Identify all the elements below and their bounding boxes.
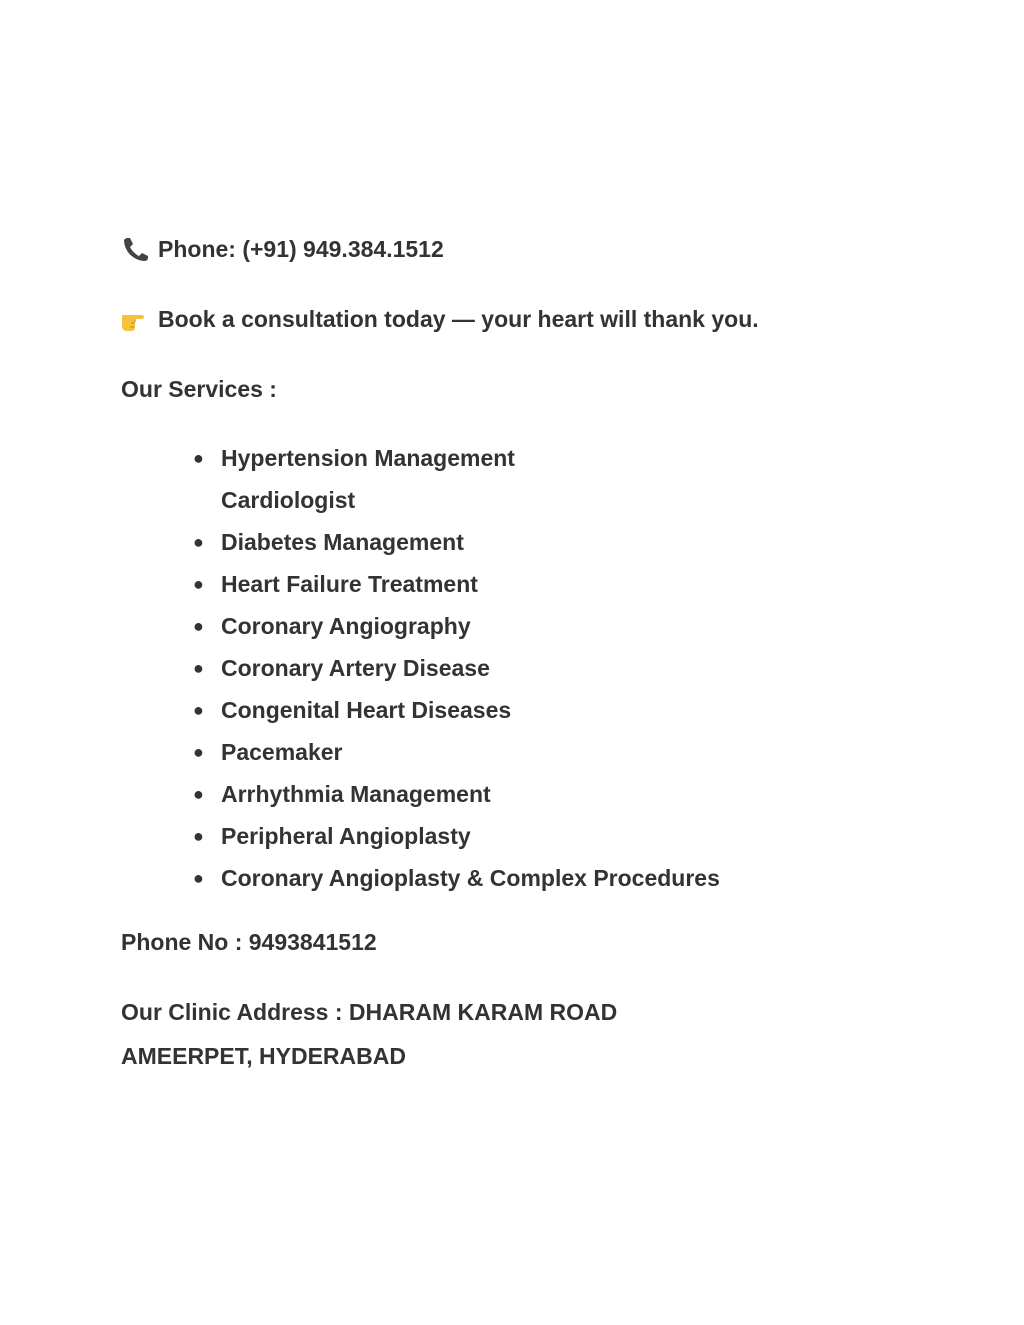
- service-label: Coronary Angiography: [221, 613, 471, 639]
- bullet: ●: [193, 616, 204, 636]
- list-item: [193, 444, 720, 486]
- service-label: Heart Failure Treatment: [221, 571, 478, 597]
- service-label: Diabetes Management: [221, 529, 464, 555]
- service-label: Pacemaker: [221, 739, 343, 765]
- cta-line: [121, 305, 759, 333]
- phone-line: [121, 235, 444, 263]
- service-label: Coronary Angioplasty & Complex Procedures: [221, 865, 720, 891]
- service-label: Hypertension Management: [221, 445, 515, 471]
- service-label: Arrhythmia Management: [221, 781, 491, 807]
- list-item: [193, 738, 720, 780]
- phone-number-line: Phone No : 9493841512: [121, 929, 377, 955]
- service-label: Cardiologist: [221, 487, 356, 513]
- bullet: ●: [193, 574, 204, 594]
- cta-text: Book a consultation today — your heart will thank you.: [158, 306, 759, 332]
- list-item: [193, 612, 720, 654]
- bullet: ●: [193, 784, 204, 804]
- list-item: [193, 696, 720, 738]
- clinic-address-line-1: Our Clinic Address : DHARAM KARAM ROAD: [121, 999, 618, 1025]
- phone-text: Phone: (+91) 949.384.1512: [158, 236, 444, 262]
- telephone-receiver-icon: [121, 235, 151, 263]
- list-item: [193, 822, 720, 864]
- list-item: [193, 570, 720, 612]
- list-item: [193, 780, 720, 822]
- list-item: [193, 864, 720, 906]
- services-list: [193, 444, 720, 906]
- clinic-address-line-2: AMEERPET, HYDERABAD: [121, 1043, 406, 1069]
- bullet: ●: [193, 532, 204, 552]
- service-label: Coronary Artery Disease: [221, 655, 490, 681]
- pointing-hand-icon: [121, 305, 151, 333]
- bullet: ●: [193, 868, 204, 888]
- list-item: [193, 654, 720, 696]
- bullet: ●: [193, 658, 204, 678]
- list-item: [193, 528, 720, 570]
- list-item: [193, 486, 720, 528]
- services-heading: Our Services :: [121, 376, 277, 402]
- bullet: ●: [193, 700, 204, 720]
- bullet: ●: [193, 742, 204, 762]
- service-label: Peripheral Angioplasty: [221, 823, 471, 849]
- bullet: ●: [193, 826, 204, 846]
- service-label: Congenital Heart Diseases: [221, 697, 512, 723]
- bullet: ●: [193, 448, 204, 468]
